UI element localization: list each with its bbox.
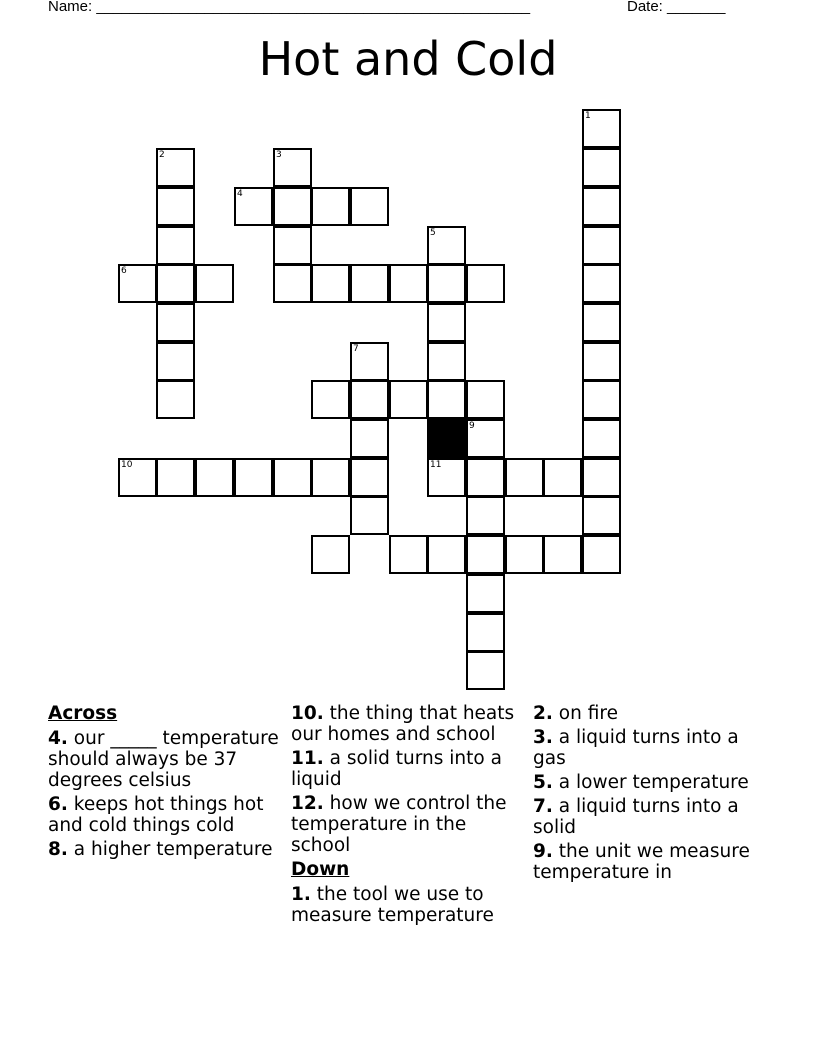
crossword-cell[interactable] (350, 380, 389, 419)
clue-number: 12. (291, 793, 324, 814)
crossword-cell[interactable] (156, 226, 195, 265)
crossword-cell[interactable] (466, 535, 505, 574)
clue-number-label: 11 (430, 460, 442, 470)
clue-across-4 (48, 728, 280, 791)
crossword-cell[interactable] (582, 303, 621, 342)
date-field-label: Date: _______ (627, 0, 726, 15)
crossword-cell[interactable] (350, 419, 389, 458)
crossword-cell[interactable] (350, 342, 389, 381)
clue-text: a lower temperature (558, 772, 749, 793)
crossword-cell[interactable] (427, 264, 466, 303)
crossword-cell[interactable] (350, 187, 389, 226)
clue-down-1 (291, 884, 523, 926)
crossword-cell[interactable] (466, 380, 505, 419)
crossword-cell[interactable] (389, 535, 428, 574)
crossword-cell[interactable] (582, 458, 621, 497)
crossword-cell[interactable] (311, 535, 350, 574)
crossword-cell[interactable] (273, 226, 312, 265)
crossword-cell[interactable] (466, 613, 505, 652)
crossword-cell[interactable] (350, 496, 389, 535)
crossword-cell[interactable] (156, 264, 195, 303)
clue-number: 6. (48, 794, 68, 815)
clues-column-2 (291, 703, 523, 929)
crossword-cell[interactable] (582, 264, 621, 303)
clue-number: 10. (291, 703, 324, 724)
crossword-cell[interactable] (582, 342, 621, 381)
clue-number: 11. (291, 748, 324, 769)
clue-text: a solid turns into a liquid (291, 748, 502, 790)
crossword-cell[interactable] (427, 226, 466, 265)
clue-text: the unit we measure temperature in (533, 841, 750, 883)
clue-text: our _____ temperature should always be 37 degrees celsius (48, 728, 279, 791)
crossword-cell[interactable] (195, 264, 234, 303)
crossword-cell[interactable] (505, 458, 544, 497)
crossword-cell[interactable] (582, 109, 621, 148)
crossword-cell[interactable] (156, 148, 195, 187)
crossword-cell[interactable] (427, 342, 466, 381)
clue-text: the thing that heats our homes and school (291, 703, 515, 745)
crossword-cell[interactable] (273, 148, 312, 187)
crossword-cell[interactable] (195, 458, 234, 497)
crossword-cell[interactable] (582, 419, 621, 458)
crossword-cell[interactable] (466, 496, 505, 535)
crossword-cell[interactable] (389, 264, 428, 303)
clue-across-11 (291, 748, 523, 790)
crossword-cell[interactable] (466, 651, 505, 690)
crossword-cell[interactable] (582, 148, 621, 187)
crossword-cell[interactable] (582, 380, 621, 419)
crossword-cell[interactable] (311, 264, 350, 303)
crossword-cell[interactable] (311, 458, 350, 497)
crossword-cell[interactable] (350, 458, 389, 497)
clue-number-label: 2 (159, 150, 165, 160)
down-heading: Down (291, 859, 350, 880)
clue-number-label: 6 (121, 266, 127, 276)
crossword-cell[interactable] (273, 187, 312, 226)
crossword-cell[interactable] (582, 187, 621, 226)
clues-column-1 (48, 703, 280, 863)
clue-number-label: 9 (469, 421, 475, 431)
crossword-cell[interactable] (582, 496, 621, 535)
crossword-cell[interactable] (156, 458, 195, 497)
crossword-cell[interactable] (427, 303, 466, 342)
clue-down-5 (533, 772, 765, 793)
clue-number-label: 5 (430, 228, 436, 238)
crossword-cell[interactable] (350, 264, 389, 303)
crossword-cell[interactable] (466, 458, 505, 497)
crossword-cell[interactable] (466, 264, 505, 303)
clue-number-label: 3 (276, 150, 282, 160)
clue-number: 5. (533, 772, 553, 793)
clue-number: 1. (291, 884, 311, 905)
crossword-cell[interactable] (234, 187, 273, 226)
clue-text: keeps hot things hot and cold things cold (48, 794, 264, 836)
crossword-cell[interactable] (156, 187, 195, 226)
crossword-cell[interactable] (156, 342, 195, 381)
clue-across-6 (48, 794, 280, 836)
crossword-cell[interactable] (427, 535, 466, 574)
crossword-cell[interactable] (118, 264, 157, 303)
clue-across-8 (48, 839, 280, 860)
crossword-cell[interactable] (273, 264, 312, 303)
clue-number-label: 7 (353, 344, 359, 354)
clue-across-12 (291, 793, 523, 856)
crossword-cell[interactable] (118, 458, 157, 497)
clue-text: a higher temperature (73, 839, 273, 860)
clues-column-3 (533, 703, 765, 886)
clue-text: on fire (558, 703, 618, 724)
crossword-cell[interactable] (389, 380, 428, 419)
clue-down-9 (533, 841, 765, 883)
clue-number: 7. (533, 796, 553, 817)
crossword-cell[interactable] (156, 380, 195, 419)
across-heading: Across (48, 703, 118, 724)
crossword-cell[interactable] (466, 419, 505, 458)
crossword-cell[interactable] (543, 458, 582, 497)
clue-number-label: 1 (585, 111, 591, 121)
crossword-cell[interactable] (543, 535, 582, 574)
clue-number: 9. (533, 841, 553, 862)
clue-number: 3. (533, 727, 553, 748)
crossword-cell[interactable] (273, 458, 312, 497)
clue-text: the tool we use to measure temperature (291, 884, 494, 926)
clue-number: 2. (533, 703, 553, 724)
clue-text: a liquid turns into a solid (533, 796, 739, 838)
crossword-cell[interactable] (311, 380, 350, 419)
crossword-cell[interactable] (156, 303, 195, 342)
crossword-cell[interactable] (505, 535, 544, 574)
name-field-label: Name: ____________________________________________________ (48, 0, 531, 15)
page-title: Hot and Cold (258, 32, 558, 86)
crossword-cell[interactable] (234, 458, 273, 497)
clue-across-10 (291, 703, 523, 745)
blocked-cell (427, 419, 466, 458)
clue-number: 4. (48, 728, 68, 749)
clue-text: how we control the temperature in the school (291, 793, 507, 856)
clue-down-2 (533, 703, 765, 724)
clue-text: a liquid turns into a gas (533, 727, 739, 769)
clue-number: 8. (48, 839, 68, 860)
crossword-cell[interactable] (311, 187, 350, 226)
crossword-cell[interactable] (582, 226, 621, 265)
clue-down-7 (533, 796, 765, 838)
crossword-cell[interactable] (427, 380, 466, 419)
crossword-cell[interactable] (427, 458, 466, 497)
clue-down-3 (533, 727, 765, 769)
clue-number-label: 4 (237, 189, 243, 199)
crossword-cell[interactable] (466, 574, 505, 613)
crossword-cell[interactable] (582, 535, 621, 574)
clue-number-label: 10 (121, 460, 133, 470)
